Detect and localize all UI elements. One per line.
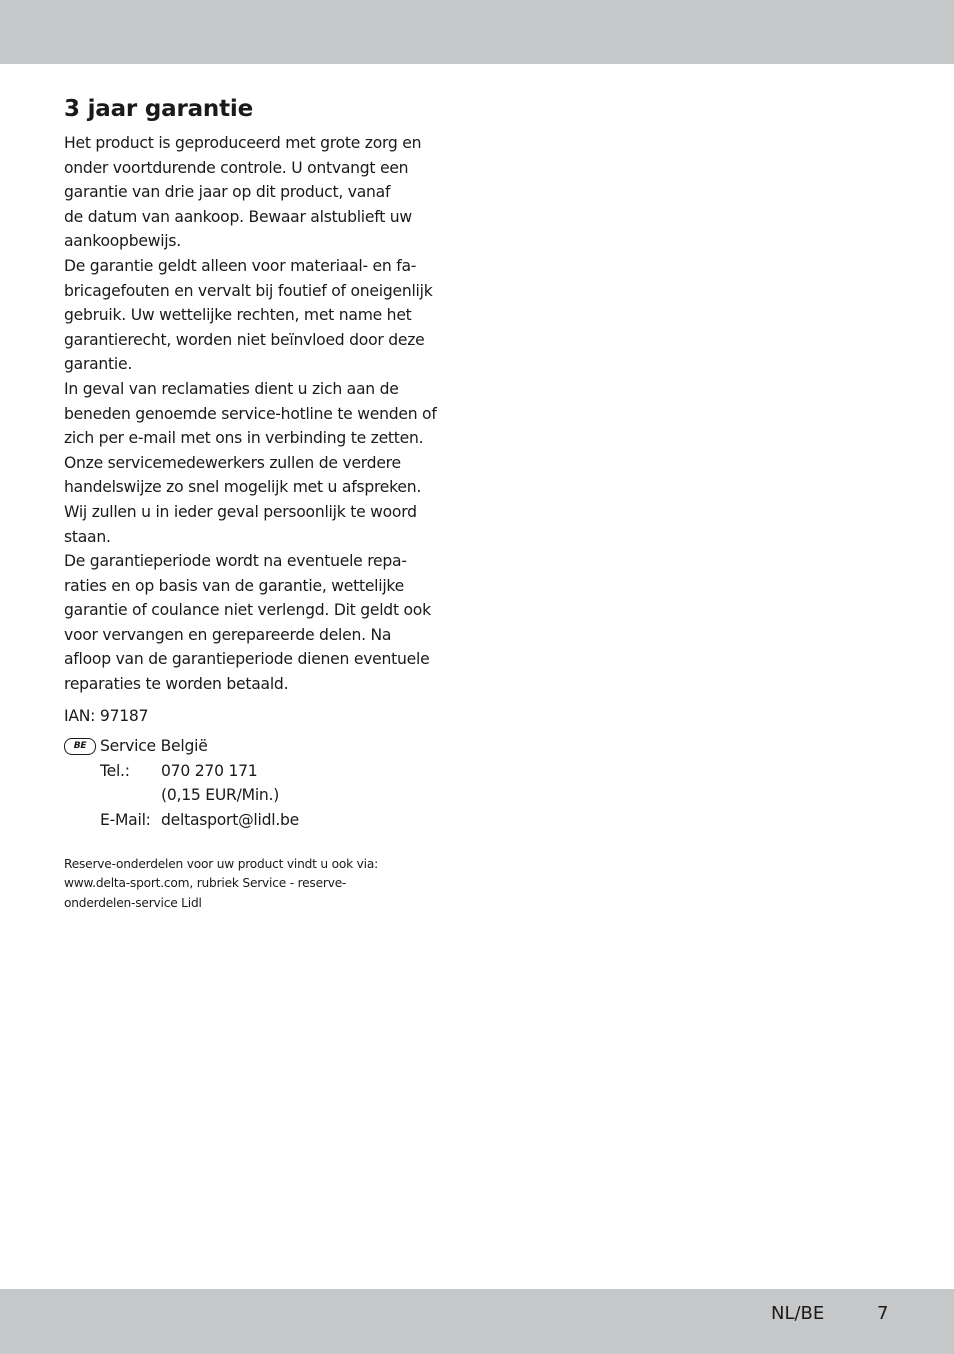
text-line: staan. bbox=[64, 527, 111, 546]
tel-row bbox=[64, 759, 464, 784]
service-contact bbox=[64, 734, 464, 832]
text-line: de datum van aankoop. Bewaar alstublieft uw bbox=[64, 207, 412, 226]
email-row bbox=[64, 808, 464, 833]
text-line: afloop van de garantieperiode dienen eventuele bbox=[64, 650, 430, 669]
text-line: reparaties te worden betaald. bbox=[64, 675, 289, 694]
spacer bbox=[100, 783, 161, 808]
text-line: garantie van drie jaar op dit product, vanaf bbox=[64, 183, 391, 202]
text-line: beneden genoemde service-hotline te wenden of bbox=[64, 404, 437, 423]
spare-parts-note bbox=[64, 855, 464, 914]
text-line: gebruik. Uw wettelijke rechten, met name het bbox=[64, 306, 412, 325]
text-line: zich per e-mail met ons in verbinding te zetten. bbox=[64, 429, 424, 448]
ian-number: IAN: 97187 bbox=[64, 706, 149, 725]
text-line: aankoopbewijs. bbox=[64, 232, 181, 251]
paragraph-2 bbox=[64, 254, 464, 377]
text-line: bricagefouten en vervalt bij foutief of oneigenlijk bbox=[64, 281, 433, 300]
text-line: De garantieperiode wordt na eventuele repa- bbox=[64, 552, 407, 571]
text-line: Onze servicemedewerkers zullen de verdere bbox=[64, 453, 401, 472]
note-line: Reserve-onderdelen voor uw product vindt u ook via: bbox=[64, 856, 378, 871]
text-line: De garantie geldt alleen voor materiaal- en fa- bbox=[64, 256, 417, 275]
service-name: Service België bbox=[100, 737, 208, 756]
warranty-section bbox=[64, 93, 464, 913]
text-line: Wij zullen u in ieder geval persoonlijk te woord bbox=[64, 502, 417, 521]
text-line: onder voortdurende controle. U ontvangt een bbox=[64, 158, 409, 177]
text-line: Het product is geproduceerd met grote zorg en bbox=[64, 134, 422, 152]
page-title: 3 jaar garantie bbox=[64, 96, 253, 122]
page-number: 7 bbox=[877, 1303, 889, 1324]
text-line: garantie. bbox=[64, 355, 133, 374]
paragraph-4 bbox=[64, 549, 464, 697]
paragraph-3 bbox=[64, 377, 464, 549]
tel-rate: (0,15 EUR/Min.) bbox=[161, 786, 280, 805]
footer-language: NL/BE bbox=[771, 1303, 825, 1324]
tel-label: Tel.: bbox=[100, 761, 130, 780]
country-badge-icon: BE bbox=[64, 738, 96, 755]
text-line: handelswijze zo snel mogelijk met u afspreken. bbox=[64, 478, 422, 497]
email-value: deltasport@lidl.be bbox=[161, 811, 300, 830]
text-line: voor vervangen en gerepareerde delen. Na bbox=[64, 625, 392, 644]
note-line: www.delta-sport.com, rubriek Service - reserve- bbox=[64, 876, 347, 891]
text-line: raties en op basis van de garantie, wettelijke bbox=[64, 576, 404, 595]
text-line: In geval van reclamaties dient u zich aan de bbox=[64, 379, 399, 398]
text-line: garantierecht, worden niet beïnvloed door deze bbox=[64, 330, 425, 349]
text-line: garantie of coulance niet verlengd. Dit geldt ook bbox=[64, 601, 431, 620]
paragraph-1 bbox=[64, 131, 464, 254]
tel-rate-row bbox=[64, 783, 464, 808]
tel-value: 070 270 171 bbox=[161, 761, 258, 780]
email-label: E-Mail: bbox=[100, 811, 151, 830]
header-bar bbox=[0, 0, 954, 64]
service-header bbox=[64, 734, 464, 759]
note-line: onderdelen-service Lidl bbox=[64, 895, 202, 910]
warranty-text bbox=[64, 131, 464, 697]
